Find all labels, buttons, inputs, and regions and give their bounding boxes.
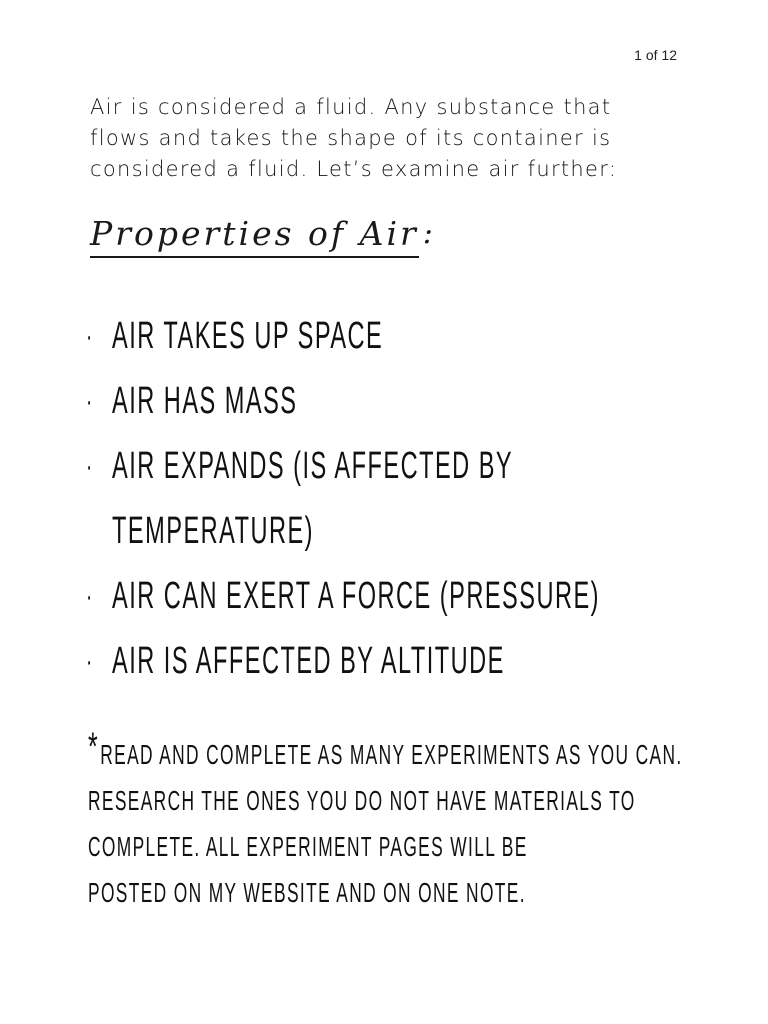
note-line: COMPLETE. ALL EXPERIMENT PAGES WILL BE — [88, 831, 528, 862]
page-number: 1 of 12 — [634, 47, 677, 63]
list-item-text: AIR EXPANDS (IS AFFECTED BY — [112, 445, 514, 487]
list-item — [86, 629, 600, 694]
note-line: RESEARCH THE ONES YOU DO NOT HAVE MATERIALS TO — [88, 785, 636, 816]
bullet-icon: · — [86, 580, 94, 613]
list-item — [86, 434, 600, 499]
list-item-text: TEMPERATURE) — [112, 510, 315, 552]
intro-line: flows and takes the shape of its container is — [90, 126, 612, 150]
bullet-icon: · — [86, 385, 94, 418]
properties-list — [86, 304, 768, 694]
list-item-text: AIR HAS MASS — [112, 380, 298, 422]
note-line — [88, 724, 683, 778]
list-item — [86, 304, 600, 369]
bullet-icon: · — [86, 450, 94, 483]
list-item-text: AIR IS AFFECTED BY ALTITUDE — [112, 640, 505, 682]
list-item — [86, 369, 600, 434]
asterisk-icon: * — [88, 725, 100, 769]
note-text: READ AND COMPLETE AS MANY EXPERIMENTS AS YOU CAN. — [100, 739, 683, 770]
intro-line: Air is considered a fluid. Any substance that — [90, 95, 612, 119]
list-item — [86, 564, 600, 629]
instruction-note — [88, 724, 683, 916]
list-item-continuation — [86, 499, 600, 564]
heading-colon: : — [422, 216, 433, 251]
list-item-text: AIR TAKES UP SPACE — [112, 315, 384, 357]
bullet-icon: · — [86, 320, 94, 353]
bullet-icon: · — [86, 645, 94, 678]
list-item-text: AIR CAN EXERT A FORCE (PRESSURE) — [112, 575, 600, 617]
heading-title: Properties of Air — [90, 214, 419, 258]
note-line: POSTED ON MY WEBSITE AND ON ONE NOTE. — [88, 877, 526, 908]
section-heading — [90, 214, 433, 258]
intro-paragraph — [90, 92, 690, 185]
intro-line: considered a fluid. Let’s examine air further: — [90, 157, 618, 181]
